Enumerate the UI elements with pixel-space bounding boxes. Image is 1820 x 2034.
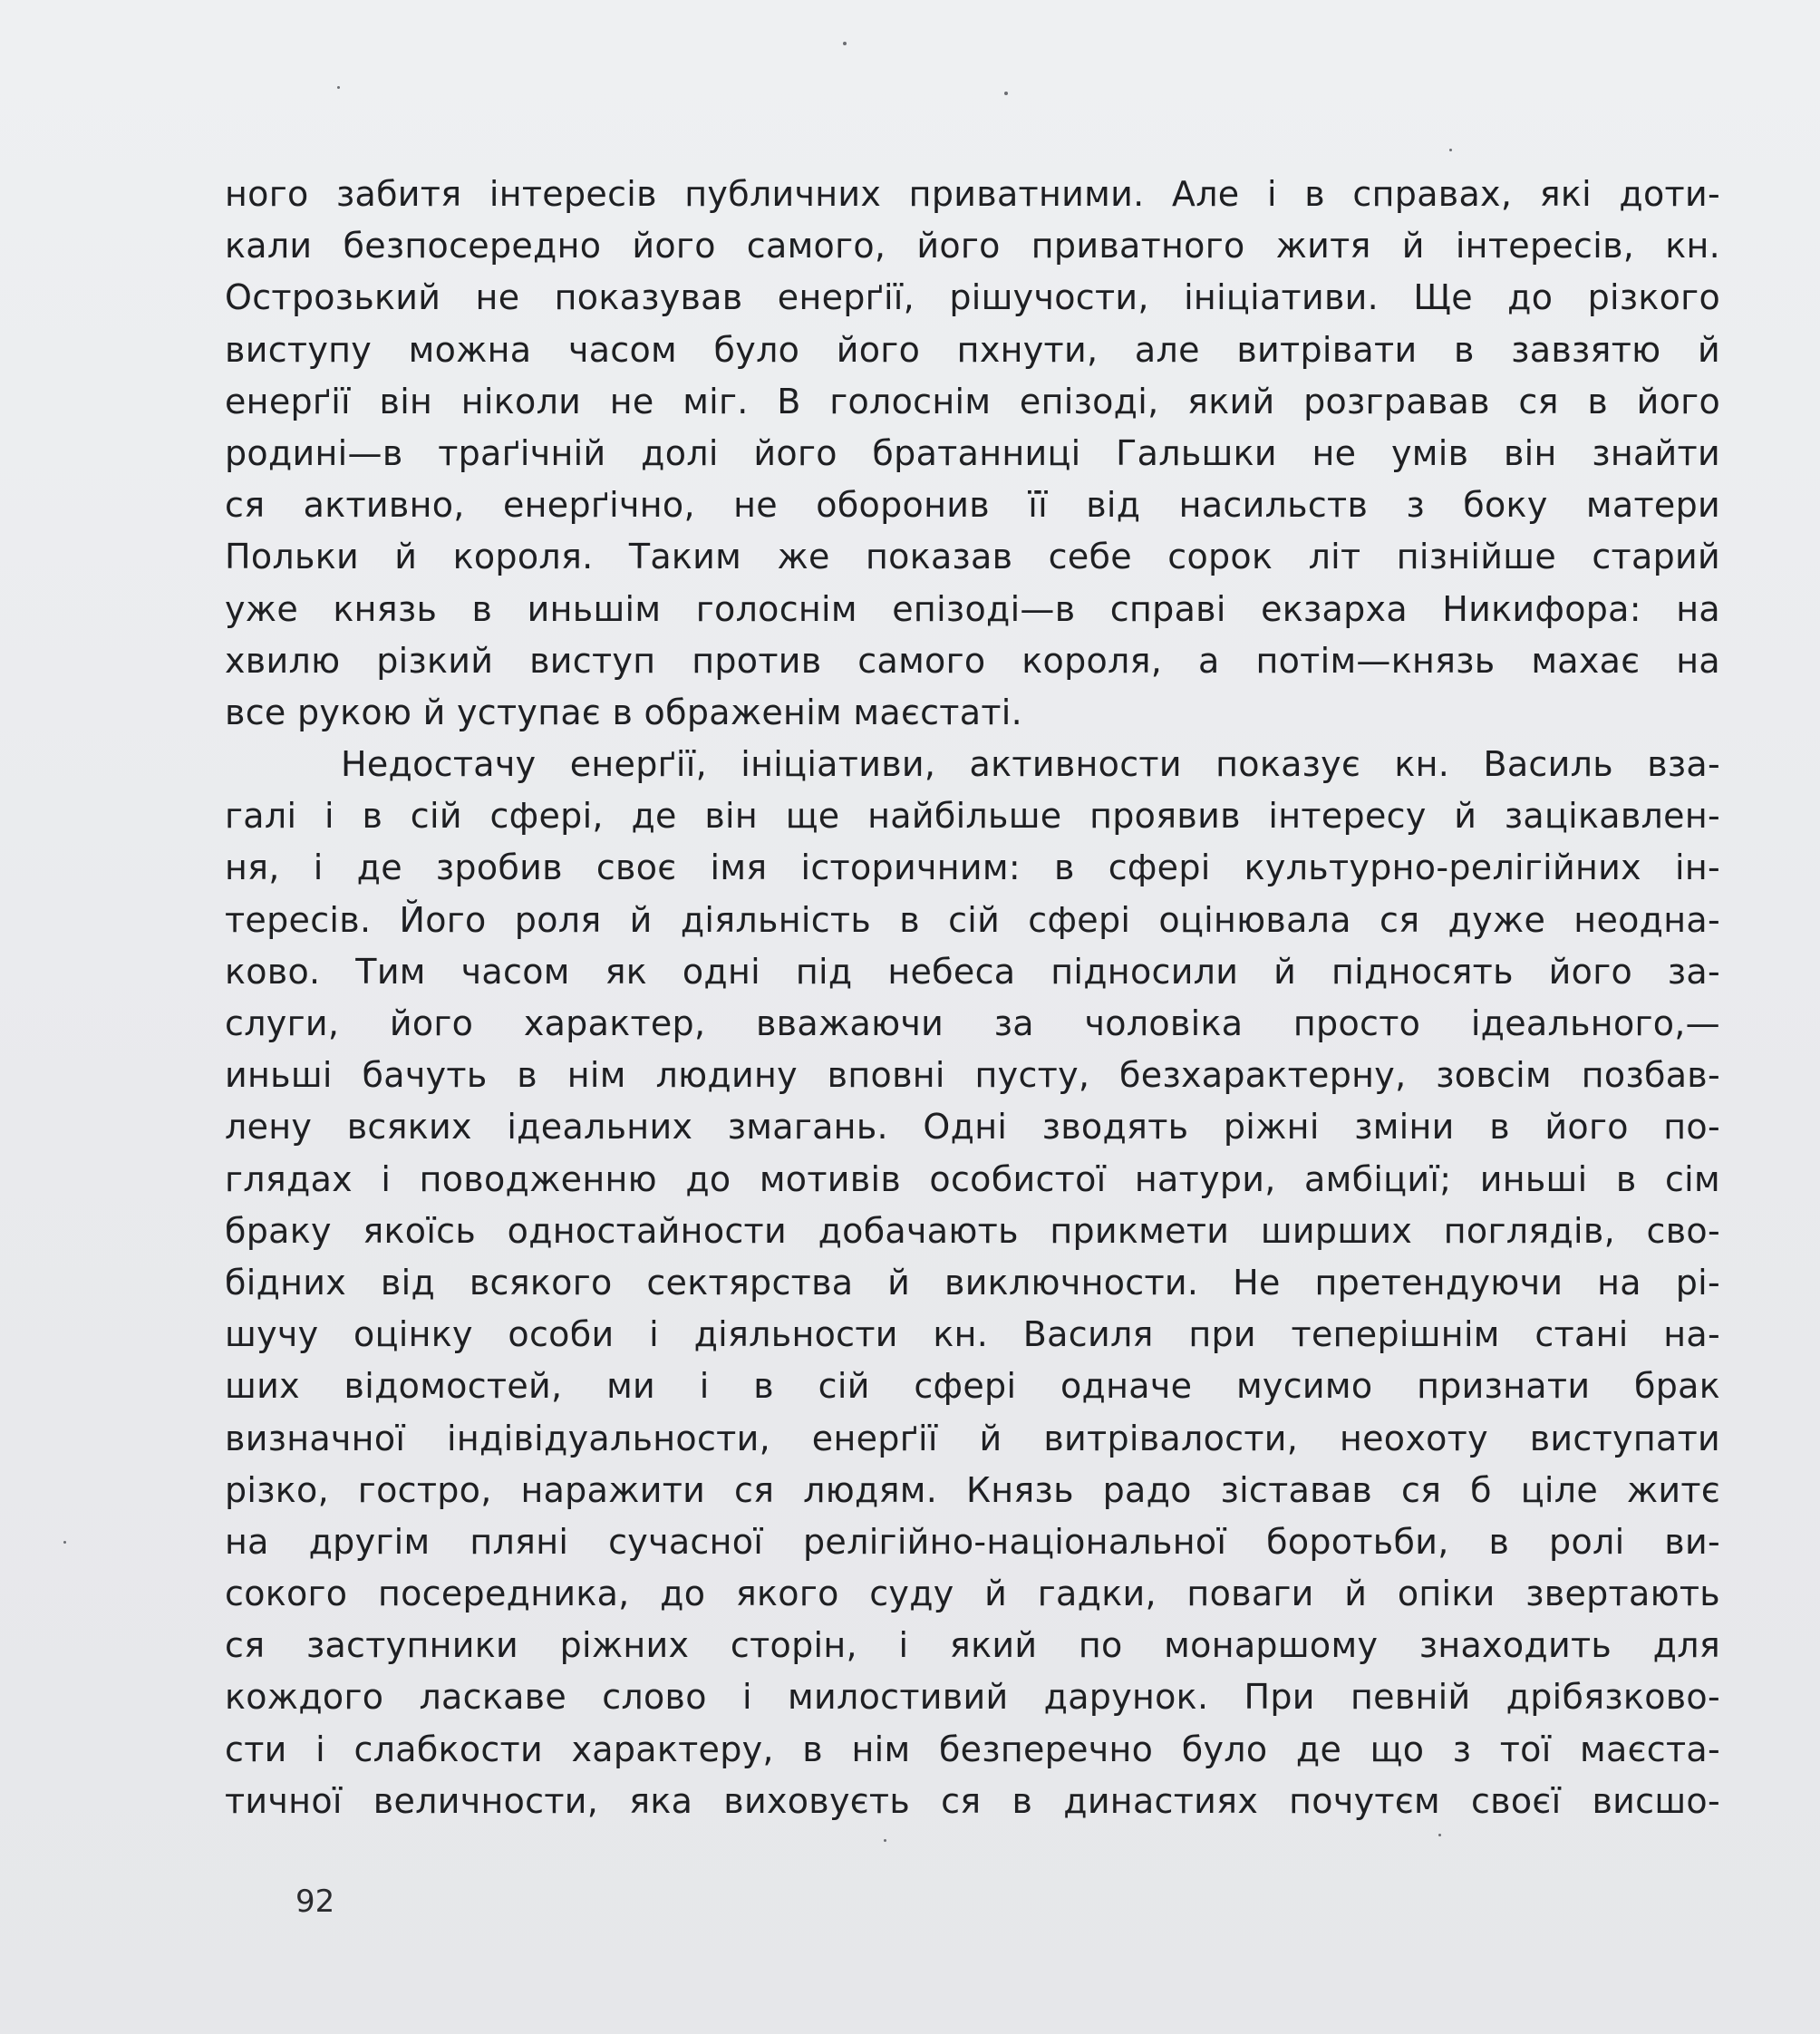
text-line: ково. Тим часом як одні під небеса підносили й підносять його за- — [225, 951, 1720, 992]
dust-speck — [884, 1839, 886, 1842]
text-line: иньші бачуть в нім людину вповні пусту, безхарактерну, зовсім позбав- — [225, 1055, 1720, 1096]
text-line: Острозький не показував енерґії, рішучости, ініціативи. Ще до різкого — [225, 277, 1720, 318]
text-line: сти і слабкости характеру, в нім безперечно було де що з тої маєста- — [225, 1729, 1720, 1769]
text-line: слуги, його характер, вважаючи за чоловіка просто ідеального,— — [225, 1003, 1720, 1043]
dust-speck — [63, 1541, 66, 1544]
text-line: на другім пляні сучасної релігійно-національної боротьби, в ролі ви- — [225, 1521, 1720, 1562]
dust-speck — [1004, 92, 1008, 95]
text-line: ня, і де зробив своє імя історичним: в сфері культурно-релігійних ін- — [225, 848, 1720, 888]
text-line: тичної величности, яка виховуєть ся в династиях почутєм своєї висшо- — [225, 1780, 1720, 1821]
text-line: лену всяких ідеальних змагань. Одні зводять ріжні зміни в його по- — [225, 1107, 1720, 1148]
text-line: енерґії він ніколи не міг. В голоснім епізоді, який розгравав ся в його — [225, 381, 1720, 421]
text-line: бідних від всякого сектярства й виключности. Не претендуючи на рі- — [225, 1262, 1720, 1303]
text-line: Недостачу енерґії, ініціативи, активности показує кн. Василь вза- — [341, 744, 1720, 785]
dust-speck — [337, 86, 340, 89]
text-line: сокого посередника, до якого суду й гадки, поваги й опіки звертають — [225, 1574, 1720, 1614]
text-line: кали безпосередно його самого, його приватного житя й інтересів, кн. — [225, 226, 1720, 266]
paragraph-1 — [225, 169, 1720, 739]
dust-speck — [1438, 1834, 1441, 1836]
page-number: 92 — [295, 1884, 335, 1920]
dust-speck — [1449, 149, 1452, 151]
text-line: виступу можна часом було його пхнути, але витрівати в завзятю й — [225, 329, 1720, 370]
text-line: визначної індівідуальности, енерґії й витрівалости, неохоту виступати — [225, 1418, 1720, 1458]
text-line: різко, гостро, наражити ся людям. Князь радо зіставав ся б ціле житє — [225, 1469, 1720, 1510]
paragraph-2 — [225, 739, 1720, 1827]
text-line: браку якоїсь одностайности добачають прикмети ширших поглядів, сво- — [225, 1210, 1720, 1251]
text-line: все рукою й уступає в ображенім маєстаті. — [225, 692, 1022, 732]
text-line: уже князь в иньшім голоснім епізоді—в справі екзарха Никифора: на — [225, 588, 1720, 629]
text-line: кождого ласкаве слово і милостивий дарунок. При певній дрібязково- — [225, 1677, 1720, 1718]
text-line: ся активно, енерґічно, не оборонив її від насильств з боку матери — [225, 485, 1720, 526]
text-line: ших відомостей, ми і в сій сфері одначе мусимо признати брак — [225, 1366, 1720, 1407]
text-line: хвилю різкий виступ против самого короля, а потім—князь махає на — [225, 640, 1720, 681]
text-line: шучу оцінку особи і діяльности кн. Василя при теперішнім стані на- — [225, 1314, 1720, 1355]
text-line: ся заступники ріжних сторін, і який по монаршому знаходить для — [225, 1625, 1720, 1666]
text-line: Польки й короля. Таким же показав себе сорок літ пізнійше старий — [225, 537, 1720, 577]
text-line: ного забитя інтересів публичних приватними. Але і в справах, які доти- — [225, 174, 1720, 214]
body-text — [225, 169, 1720, 1827]
text-line: глядах і поводженню до мотивів особистої натури, амбіциї; иньші в сім — [225, 1158, 1720, 1199]
text-line: тересів. Його роля й діяльність в сій сфері оцінювала ся дуже неодна- — [225, 899, 1720, 940]
dust-speck — [843, 42, 847, 45]
text-line: родині—в траґічній долі його братанниці Гальшки не умів він знайти — [225, 432, 1720, 473]
text-line: галі і в сій сфері, де він ще найбільше проявив інтересу й зацікавлен- — [225, 796, 1720, 837]
